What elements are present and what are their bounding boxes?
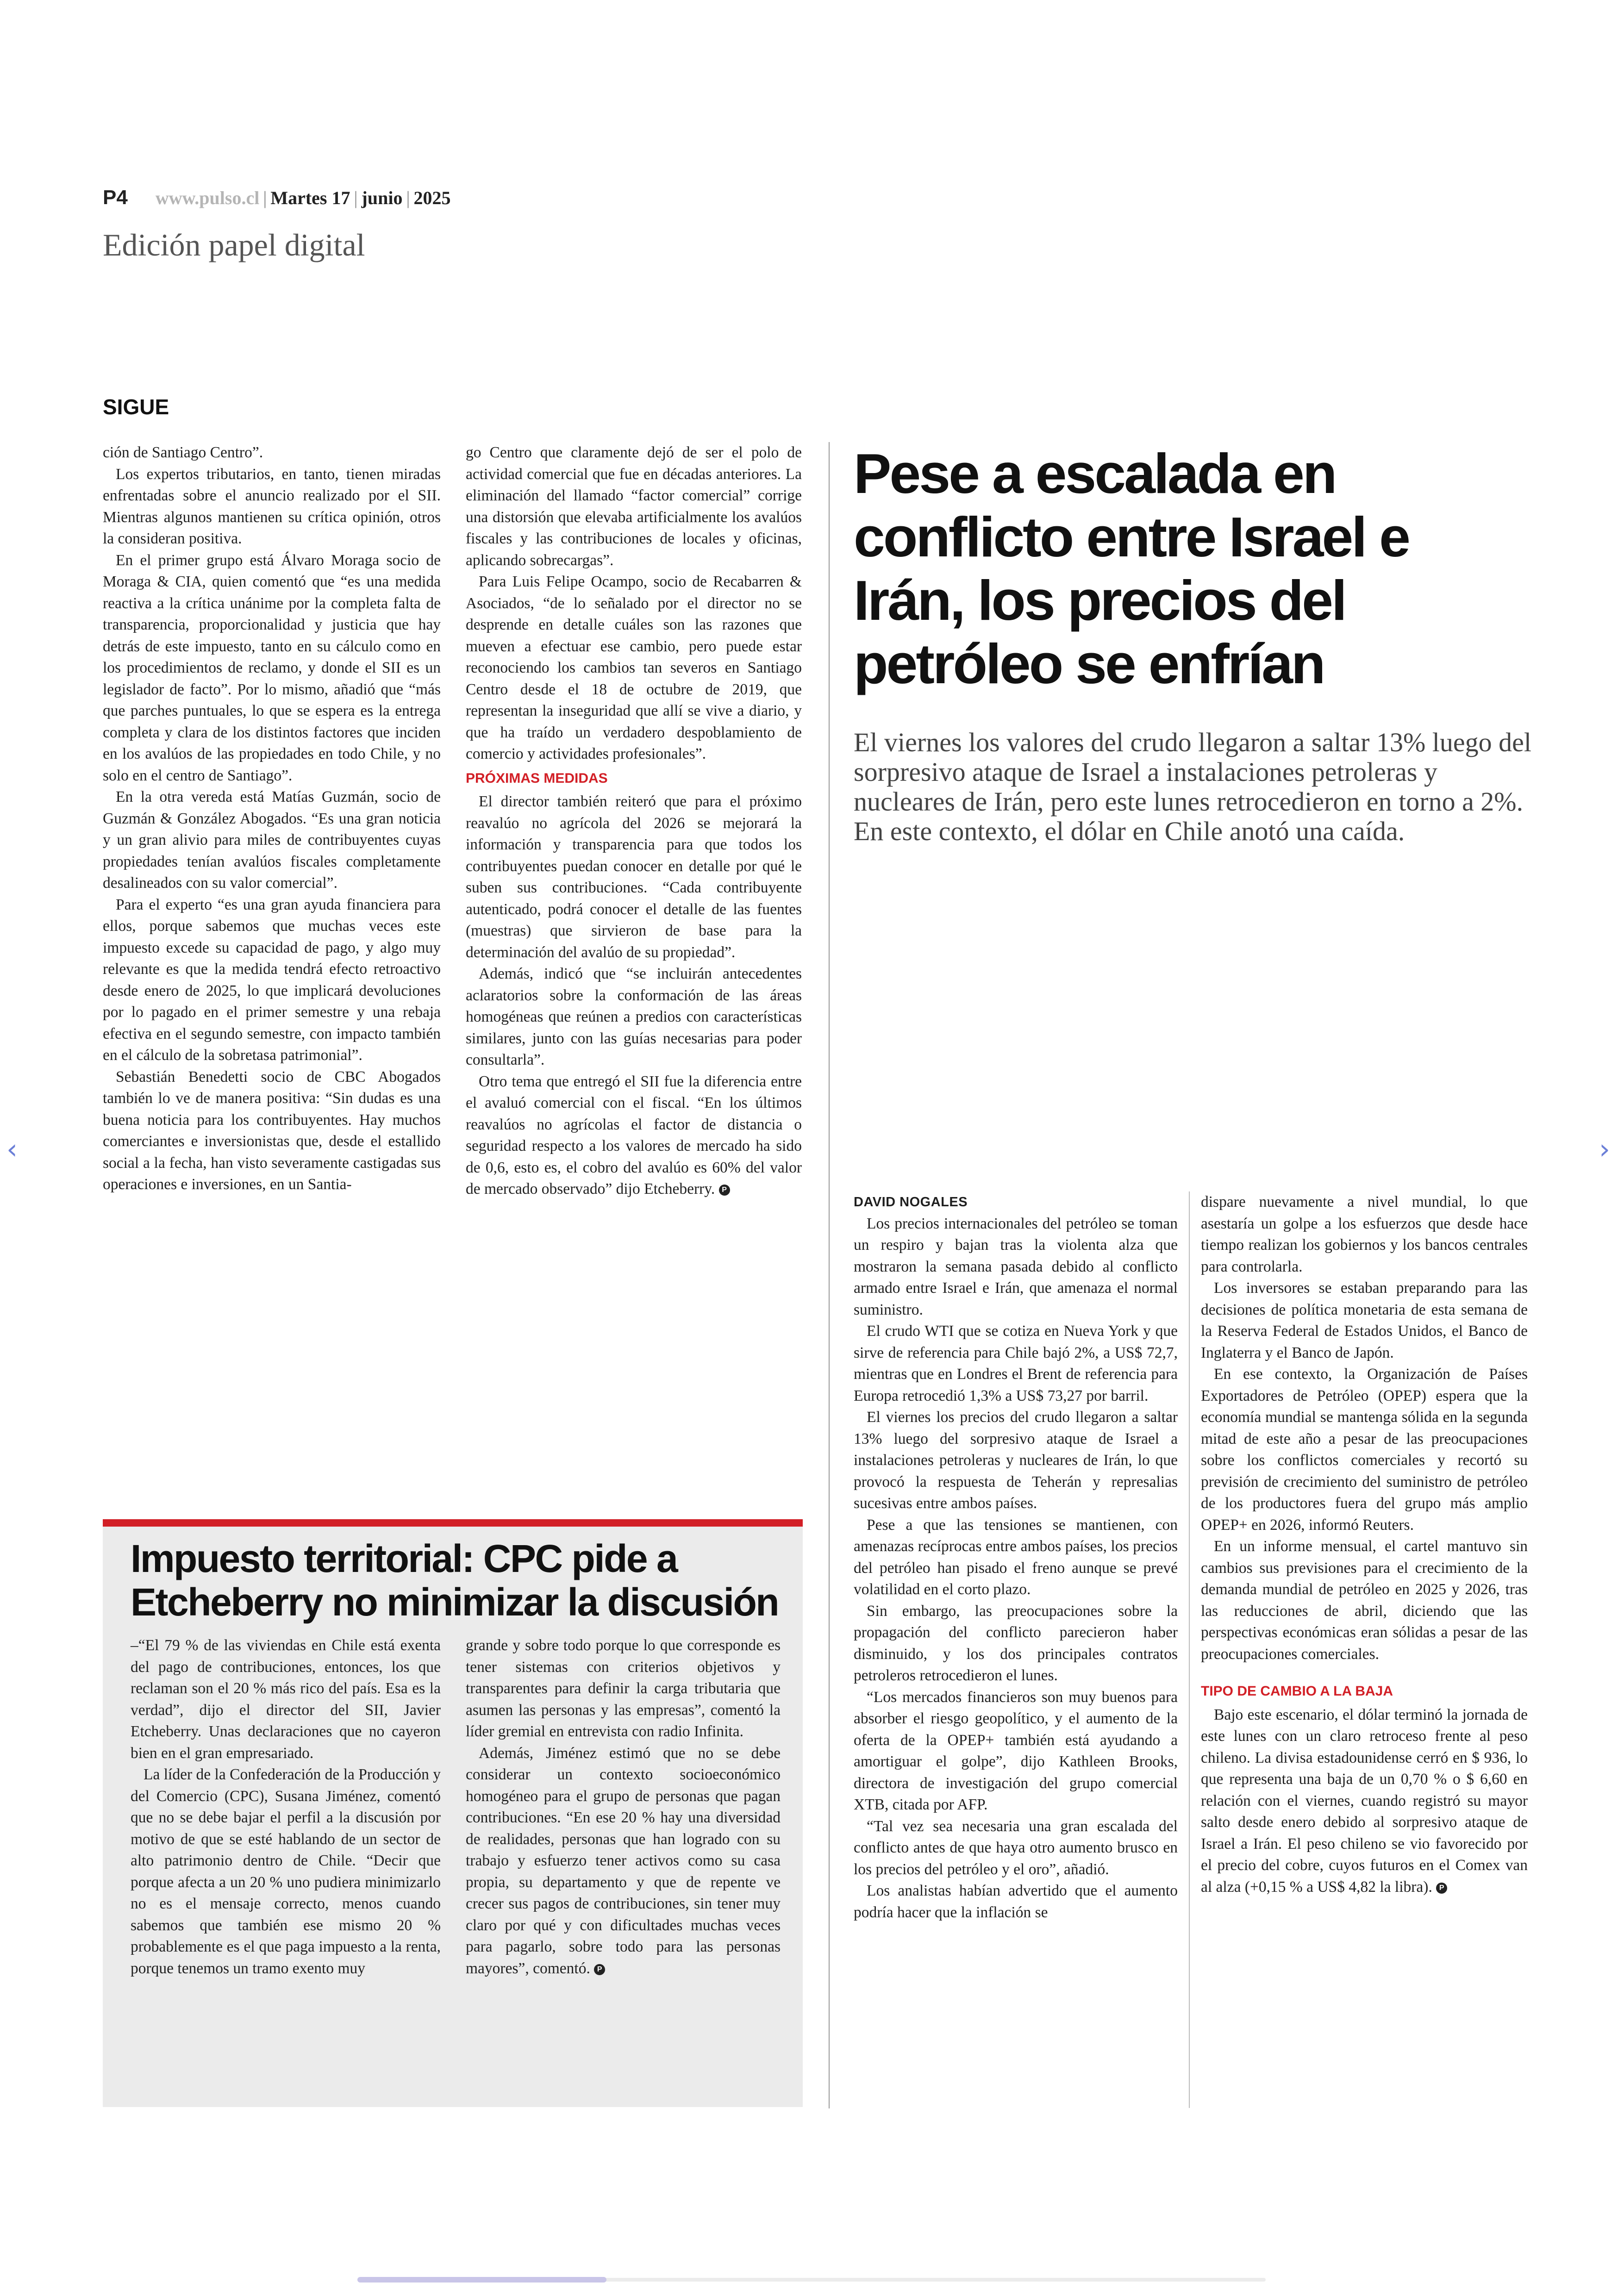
continued-column-1 <box>103 442 441 1196</box>
end-of-story-icon: P <box>1436 1883 1447 1894</box>
subheading-tipo-de-cambio: TIPO DE CAMBIO A LA BAJA <box>1201 1684 1393 1699</box>
prev-page-button[interactable] <box>6 1133 18 1166</box>
date-month: junio <box>361 187 403 208</box>
paragraph: El crudo WTI que se cotiza en Nueva York y que sirve de referencia para Chile bajó 2%, a US$ 72,7, mientras que en Londres el Brent de referencia para Europa retrocedió 1,3% a US$ 73,27 por barril. <box>854 1322 1178 1404</box>
article-deck: El viernes los valores del crudo llegaron a saltar 13% luego del sorpresivo ataque de Israel a instalaciones petroleras y nucleares de Irán, pero este lunes retrocedieron en torno a 2%. En este contexto, el dólar en Chile anotó una caída. <box>854 727 1532 846</box>
scrollbar-thumb[interactable] <box>357 2277 606 2283</box>
paragraph: Para el experto “es una gran ayuda financiera para ellos, porque sabemos que muchas veces este impuesto excede su capacidad de pago, y algo muy relevante es que la medida tendrá efecto retroactivo desde enero de 2025, lo que implicará devoluciones por lo pagado en el primer semestre y una rebaja efectiva en el segundo semestre, con impacto también en el cálculo de la sobretasa patrimonial”. <box>103 896 441 1064</box>
article-column-2 <box>1201 1191 1528 1898</box>
end-of-story-icon: P <box>719 1185 730 1196</box>
paragraph: Bajo este escenario, el dólar terminó la jornada de este lunes con un claro retroceso frente al peso chileno. La divisa estadounidense cerró en $ 936, lo que representa una baja de un 0,70 % o $ 6,60 en relación con el viernes, cuando registró su mayor salto desde enero debido al sorpresivo ataque de Israel a Irán. El peso chileno se vio favorecido por el precio del cobre, cuyos futuros en el Comex van al alza (+0,15 % a US$ 4,82 la libra). P <box>1201 1706 1528 1896</box>
paragraph: go Centro que claramente dejó de ser el polo de actividad comercial que fue en décadas anteriores. La eliminación del llamado “factor comercial” corrige una distorsión que elevaba artificialmente los avalúos fiscales y las contribuciones de locales y oficinas, aplicando sobrecargas”. <box>466 444 802 569</box>
paragraph: “Los mercados financieros son muy buenos para absorber el riesgo geopolítico, y el aumento de la oferta de la OPEP+ también está ayudando a amortiguar el golpe”, dijo Kathleen Brooks, directora de investigación del grupo comercial XTB, citada por AFP. <box>854 1688 1178 1813</box>
site-url[interactable]: www.pulso.cl <box>155 187 260 208</box>
date-year: 2025 <box>413 187 451 208</box>
paragraph: El viernes los precios del crudo llegaron a saltar 13% luego del sorpresivo ataque de Israel a instalaciones petroleras y nucleares de Irán, lo que provocó la respuesta de Teherán y represalias sucesivas entre ambos países. <box>854 1409 1178 1512</box>
paragraph: En la otra vereda está Matías Guzmán, socio de Guzmán & González Abogados. “Es una gran noticia y un gran alivio para miles de contribuyentes cuyas propiedades tenían avalúos fiscales completamente desalineados con su valor comercial”. <box>103 788 441 892</box>
column-divider <box>829 442 830 2108</box>
sidebar-accent-bar <box>103 1519 803 1527</box>
paragraph: ción de Santiago Centro”. <box>103 444 263 461</box>
sidebar-headline: Impuesto territorial: CPC pide a Etcheberry no minimizar la discusión <box>131 1537 779 1624</box>
paragraph: El director también reiteró que para el próximo reavalúo no agrícola del 2026 se mejorará la información y transparencia para que todos los contribuyentes puedan conocer en detalle por qué le suben sus contribuciones. “Cada contribuyente autenticado, podrá conocer el detalle de las fuentes (muestras) que sirvieron de base para la determinación del avalúo de su propiedad”. <box>466 793 802 961</box>
paragraph: Además, indicó que “se incluirán antecedentes aclaratorios sobre la conformación de las áreas homogéneas que reúnen a predios con características similares, junto con las guías necesarias para poder consultarla”. <box>466 965 802 1068</box>
sidebar-column-1 <box>131 1635 441 1979</box>
paragraph: Sin embargo, las preocupaciones sobre la propagación del conflicto parecieron haber disminuido, y los dos principales contratos petroleros retrocedieron el lunes. <box>854 1602 1178 1684</box>
paragraph: En el primer grupo está Álvaro Moraga socio de Moraga & CIA, quien comentó que “es una medida reactiva a la crítica unánime por la completa falta de transparencia, proporcionalidad y justicia que hay detrás de este impuesto, tanto en su cálculo como en los procedimientos de reclamo, y donde el SII es un legislador de facto”. Por lo mismo, añadió que “más que parches puntuales, lo que se espera es la entrega completa y clara de los distintos factores que inciden en los avalúos de las propiedades en todo Chile, y no solo en el centro de Santiago”. <box>103 551 441 784</box>
paragraph: Sebastián Benedetti socio de CBC Abogados también lo ve de manera positiva: “Sin dudas es una buena noticia para los contribuyentes. Hay muchos comerciantes e inversionistas que, desde el estallido social a la fecha, han visto severamente castigadas sus operaciones e inversiones, en un Santia- <box>103 1068 441 1193</box>
continued-column-2 <box>466 442 802 1200</box>
paragraph: Otro tema que entregó el SII fue la diferencia entre el avaluó comercial con el fiscal. “En los últimos reavalúos no agrícolas el factor de distancia o seguridad respecto a los valores de mercado ha sido de 0,6, esto es, el cobro del avalúo es 60% del valor de mercado observado” dijo Etcheberry. P <box>466 1073 802 1197</box>
chevron-left-icon: ‹ <box>6 1133 18 1166</box>
paragraph: Los precios internacionales del petróleo se toman un respiro y bajan tras la violenta alza que mostraron la semana pasada debido al conflicto armado entre Israel e Irán, que amenaza el normal suministro. <box>854 1215 1178 1318</box>
chevron-right-icon: › <box>1599 1133 1610 1166</box>
article-column-divider <box>1189 1191 1190 2108</box>
byline: DAVID NOGALES <box>854 1195 968 1210</box>
paragraph: En ese contexto, la Organización de Países Exportadores de Petróleo (OPEP) espera que la economía mundial se mantenga sólida en la segunda mitad de este año a pesar de las preocupaciones sobre los conflictos comerciales y recortó su previsión de crecimiento del suministro de petróleo de los productores fuera del grupo más amplio OPEP+ en 2026, informó Reuters. <box>1201 1366 1528 1534</box>
paragraph: Pese a que las tensiones se mantienen, con amenazas recíprocas entre ambos países, los precios del petróleo han pisado el freno aunque se prevé volatilidad en el corto plazo. <box>854 1516 1178 1598</box>
paragraph: Los inversores se estaban preparando para las decisiones de política monetaria de esta semana de la Reserva Federal de Estados Unidos, el Banco de Inglaterra y el Banco de Japón. <box>1201 1279 1528 1361</box>
paragraph: Además, Jiménez estimó que no se debe considerar un contexto socioeconómico homogéneo para el grupo de personas que pagan contribuciones. “En ese 20 % hay una diversidad de realidades, personas que han logrado con su trabajo y esfuerzo tener activos como su casa propia, su departamento y que de repente ve crecer sus pagos de contribuciones, sin tener muy claro por qué y con dificultades muchas veces para pagarlo, sobre todo para las personas mayores”, comentó. P <box>466 1744 781 1977</box>
page-header: P4 www.pulso.cl | Martes 17 | junio | 2025 <box>103 186 451 209</box>
end-of-story-icon: P <box>594 1964 605 1975</box>
article-headline: Pese a escalada en conflicto entre Israel e Irán, los precios del petróleo se enfrían <box>854 442 1409 695</box>
section-label: SIGUE <box>103 395 169 419</box>
paragraph: dispare nuevamente a nivel mundial, lo que asestaría un golpe a los esfuerzos que desde hace tiempo realizan los gobiernos y los bancos centrales para controlarla. <box>1201 1193 1528 1275</box>
paragraph: –“El 79 % de las viviendas en Chile está exenta del pago de contribuciones, entonces, los que reclaman son el 20 % más rico del país. Esa es la verdad”, dijo el director del SII, Javier Etcheberry. Unas declaraciones que no cayeron bien en el gran empresariado. <box>131 1637 441 1762</box>
article-column-1 <box>854 1191 1178 1923</box>
sidebar-column-2 <box>466 1635 781 1979</box>
paragraph: Para Luis Felipe Ocampo, socio de Recabarren & Asociados, “de lo señalado por el director no se desprende en detalle cuáles son las razones que mueven a efectuar ese cambio, pero puede estar reconociendo los cambios tan severos en Santiago Centro desde el 18 de octubre de 2019, que representan la inseguridad que allí se vive a diario, y que ha traído un verdadero despoblamiento de comercio y actividades profesionales”. <box>466 573 802 762</box>
paragraph: Los expertos tributarios, en tanto, tienen miradas enfrentadas sobre el anuncio realizado por el SII. Mientras algunos mantienen su crítica opinión, otros la consideran positiva. <box>103 465 441 547</box>
edition-title: Edición papel digital <box>103 227 365 262</box>
subheading-proximas-medidas: PRÓXIMAS MEDIDAS <box>466 770 608 786</box>
date-day: Martes 17 <box>270 187 350 208</box>
next-page-button[interactable] <box>1599 1133 1610 1166</box>
paragraph: En un informe mensual, el cartel mantuvo sin cambios sus previsiones para el crecimiento de la demanda mundial de petróleo en 2025 y 2026, tras las reducciones de abril, diciendo que las perspectivas económicas eran sólidas a pesar de las preocupaciones comerciales. <box>1201 1538 1528 1663</box>
paragraph: Los analistas habían advertido que el aumento podría hacer que la inflación se <box>854 1882 1178 1921</box>
paragraph: La líder de la Confederación de la Producción y del Comercio (CPC), Susana Jiménez, comentó que no se debe bajar el perfil a la discusión por motivo de que se esté hablando de un sector de alto patrimonio dentro de Chile. “Decir que porque afecta a un 20 % uno pudiera minimizarlo no es el mensaje correcto, menos cuando sabemos que también ese mismo 20 % probablemente es el que paga impuesto a la renta, porque tenemos un tramo exento muy <box>131 1766 441 1977</box>
paragraph: grande y sobre todo porque lo que corresponde es tener sistemas con criterios objetivos y transparentes para definir la carga tributaria que asumen las personas y las empresas”, comentó la líder gremial en entrevista con radio Infinita. <box>466 1637 781 1740</box>
page-number: P4 <box>103 186 128 209</box>
paragraph: “Tal vez sea necesaria una gran escalada del conflicto antes de que haya otro aumento brusco en los precios del petróleo y el oro”, añadió. <box>854 1817 1178 1878</box>
